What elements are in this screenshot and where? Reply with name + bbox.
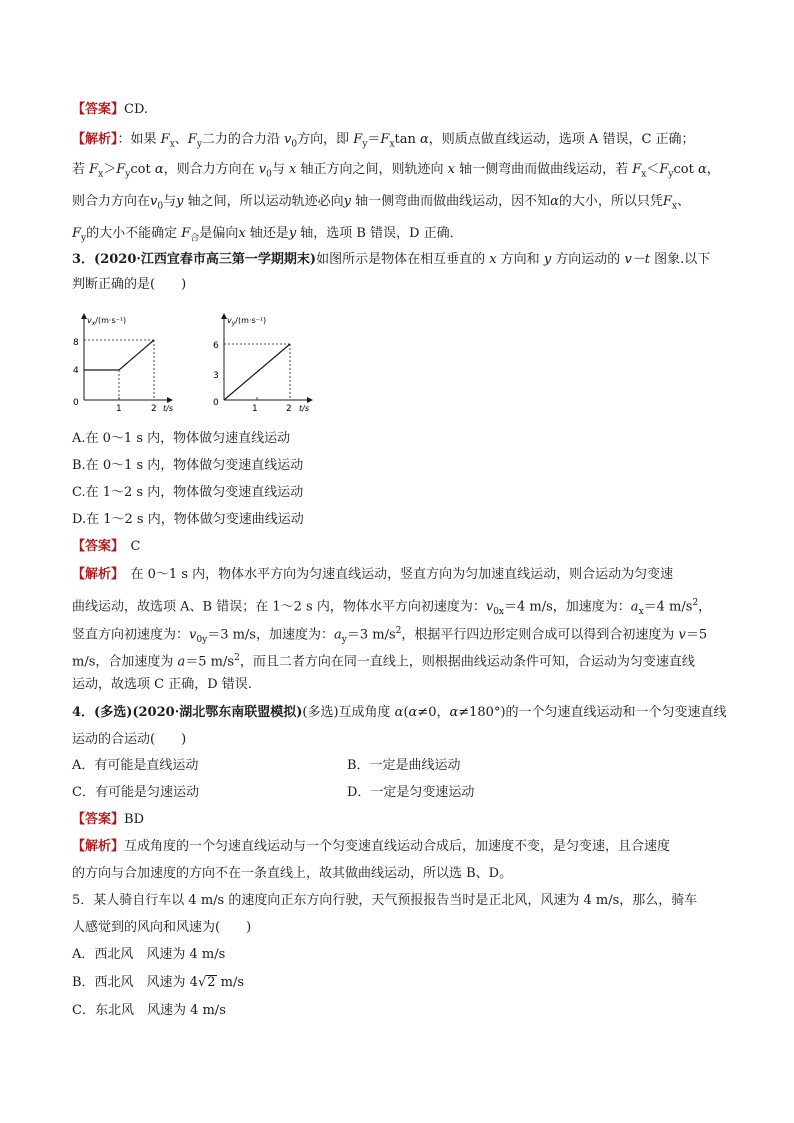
answer-value: C xyxy=(117,539,141,554)
text: y xyxy=(125,169,131,180)
analysis-line-1 xyxy=(72,566,673,584)
question-4-line-2: 运动的合运动( ) xyxy=(72,732,187,747)
text: ，而且二者方向在同一直线上，则根据曲线运动条件可知，合运动为匀变速直线 xyxy=(239,654,695,670)
text: 轴一侧弯曲而做曲线运动，若 xyxy=(454,162,633,177)
text: y xyxy=(543,252,552,267)
answer-line xyxy=(72,101,148,119)
option-c[interactable]: C．有可能是匀速运动 xyxy=(72,785,199,800)
question-3-line-2: 判断正确的是( ) xyxy=(72,277,187,292)
text: x xyxy=(489,252,497,267)
question-4-line-1 xyxy=(72,704,727,722)
text: x xyxy=(169,139,175,150)
text: α xyxy=(154,162,164,177)
text: x xyxy=(638,606,644,617)
text: ≠180°)的一个匀速直线运动和一个匀变速直线 xyxy=(458,705,727,720)
vy-t-graph xyxy=(210,310,325,419)
text: y xyxy=(288,226,297,241)
option-b[interactable] xyxy=(72,974,244,992)
text: a xyxy=(630,599,639,615)
answer-value: CD. xyxy=(124,102,149,117)
text: α xyxy=(697,162,707,177)
text: 0 xyxy=(266,169,272,180)
text: y xyxy=(362,139,368,150)
analysis-line-2: 的方向与合加速度的方向不在一条直线上，故其做曲线运动，所以选 B、D。 xyxy=(72,866,513,881)
question-5-line-1 xyxy=(72,892,697,910)
text: 轴之间，所以运动轨迹必向 xyxy=(183,194,344,209)
text: 2 xyxy=(692,598,699,608)
text: α xyxy=(408,705,418,720)
text: 合 xyxy=(190,233,200,244)
text: a xyxy=(177,654,186,670)
text: F xyxy=(89,162,99,177)
text: F xyxy=(632,162,642,177)
text: F xyxy=(160,132,170,147)
text: 2 xyxy=(234,653,240,663)
text: 的大小，所以只凭 xyxy=(558,194,663,209)
vx-t-graph-svg xyxy=(70,310,185,415)
text: 是偏向 xyxy=(199,226,239,241)
series-line xyxy=(84,340,154,370)
option-b[interactable]: B．一定是曲线运动 xyxy=(347,758,461,773)
text: 竖直方向初速度为： xyxy=(72,627,190,643)
option-b[interactable]: B.在 0～1 s 内，物体做匀变速直线运动 xyxy=(72,458,304,473)
text: a xyxy=(333,627,342,643)
text: y xyxy=(81,233,87,244)
text: F xyxy=(72,226,82,241)
text: y xyxy=(343,194,351,209)
text: 与 xyxy=(163,194,177,209)
text: F xyxy=(187,132,197,147)
y-tick-label: 0 xyxy=(73,398,79,408)
text: ≠0， xyxy=(417,705,450,720)
answer-line xyxy=(72,538,140,556)
text: 轴一侧弯曲而做曲线运动，因不知 xyxy=(350,194,551,209)
answer-line xyxy=(72,811,144,829)
analysis-line-4 xyxy=(72,649,695,671)
text: y xyxy=(341,634,347,645)
text: α xyxy=(449,705,459,720)
text: 0y xyxy=(196,634,208,645)
vx-t-graph xyxy=(70,310,185,419)
text: x xyxy=(671,201,678,212)
text: y xyxy=(196,139,202,150)
text: v xyxy=(150,194,158,209)
vy-t-graph-svg xyxy=(210,310,325,415)
text: v xyxy=(678,627,686,643)
text: α xyxy=(550,194,559,209)
analysis-tag: 【解析】 xyxy=(72,567,118,582)
question-5-line-2: 人感觉到的风向和风速为( ) xyxy=(72,920,252,935)
question-number: 5． xyxy=(72,893,94,908)
text: ＝4 m/s，加速度为： xyxy=(504,599,631,615)
text: 0x xyxy=(493,606,504,617)
answer-tag: 【答案】 xyxy=(72,102,125,117)
text: B．西北风 风速为 4 xyxy=(72,975,198,990)
text: 若 xyxy=(72,162,90,177)
option-a[interactable]: A.在 0～1 s 内，物体做匀速直线运动 xyxy=(72,431,291,446)
option-c[interactable]: C.在 1～2 s 内，物体做匀变速直线运动 xyxy=(72,485,304,500)
text: 方向，即 xyxy=(297,132,354,147)
text: (多选)互成角度 xyxy=(302,705,395,720)
question-tag: (多选) xyxy=(94,705,133,720)
text: v xyxy=(189,627,197,643)
question-3-line-1 xyxy=(72,251,710,269)
analysis-line-5: 运动，故选项 C 正确，D 错误. xyxy=(72,677,252,692)
sqrt-symbol: √ xyxy=(197,975,207,990)
text: cot xyxy=(130,162,155,177)
text: ＝3 m/s xyxy=(346,627,396,643)
text: 某人骑自行车以 4 m/s 的速度向正东方向行驶，天气预报报告当时是正北风，风速为 4 m/s，那么，骑车 xyxy=(93,893,698,908)
x-tick-label: 1 xyxy=(252,404,258,414)
text: α xyxy=(420,132,429,147)
text: 方向和 xyxy=(496,252,544,267)
text: x xyxy=(641,169,647,180)
text: ， xyxy=(698,599,712,615)
text: ＝5 m/s xyxy=(185,654,235,670)
analysis-line-2 xyxy=(72,161,720,184)
option-a[interactable]: A．有可能是直线运动 xyxy=(72,758,199,773)
x-tick-label: 1 xyxy=(116,404,122,414)
text: F xyxy=(662,194,672,209)
text: ＝4 m/s xyxy=(643,599,693,615)
text: 二力的合力沿 xyxy=(201,132,285,147)
text: 、 xyxy=(677,194,691,209)
analysis-line-4 xyxy=(72,225,463,248)
analysis-line-1 xyxy=(72,131,695,154)
text: F xyxy=(380,132,390,147)
text: 轴，选项 B 错误，D 正确． xyxy=(296,226,463,241)
sqrt-radicand: 2 xyxy=(207,975,216,990)
text: ，则合力方向在 xyxy=(163,162,259,177)
analysis-line-2 xyxy=(72,594,711,621)
text: 0 xyxy=(157,201,164,212)
text: F xyxy=(116,162,126,177)
y-tick-label: 0 xyxy=(213,398,219,408)
option-a[interactable]: A．西北风 风速为 4 m/s xyxy=(72,947,226,962)
text: 如图所示是物体在相互垂直的 xyxy=(316,252,490,267)
text: x xyxy=(98,169,104,180)
text: ＜ xyxy=(646,162,660,177)
text: x xyxy=(389,139,395,150)
question-source: (2020·江西宜春市高三第一学期期末) xyxy=(94,252,317,267)
text: y xyxy=(176,194,184,209)
text: m/s xyxy=(216,975,245,990)
x-axis-label: t/s xyxy=(163,404,173,413)
text: v xyxy=(485,599,494,615)
text: 则合力方向在 xyxy=(72,194,151,209)
text: 、 xyxy=(174,132,188,147)
text: x xyxy=(447,162,455,177)
text: 图象.以下 xyxy=(650,252,711,267)
y-tick-label: 8 xyxy=(73,338,79,348)
text: ， xyxy=(706,162,720,177)
analysis-line-1 xyxy=(72,838,670,856)
question-number: 3． xyxy=(72,252,95,267)
text: ( xyxy=(403,705,409,720)
text: 与 xyxy=(271,162,290,177)
text: v xyxy=(258,162,267,177)
analysis-line-3 xyxy=(72,622,707,649)
text: 的大小不能确定 xyxy=(86,226,182,241)
question-source: (2020·湖北鄂东南联盟模拟) xyxy=(132,705,303,720)
text: ＝5 xyxy=(685,627,708,643)
x-tick-label: 2 xyxy=(151,404,157,414)
text: 方向运动的 xyxy=(551,252,625,267)
text: 轴还是 xyxy=(245,226,289,241)
text: m/s，合加速度为 xyxy=(72,654,178,670)
text: 曲线运动，故选项 A、B 错误；在 1～2 s 内，物体水平方向初速度为： xyxy=(72,599,486,615)
question-number: 4． xyxy=(72,705,95,720)
answer-tag: 【答案】 xyxy=(72,812,125,827)
text: ：如果 xyxy=(117,132,161,147)
text: 2 xyxy=(395,626,402,636)
answer-value: BD xyxy=(124,812,144,827)
text: 互成角度的一个匀速直线运动与一个匀变速直线运动合成后，加速度不变，是匀变速，且合速度 xyxy=(124,839,671,854)
text: F xyxy=(659,162,669,177)
text: F xyxy=(181,226,191,241)
series-line xyxy=(224,344,290,400)
text: 轴正方向之间，则轨迹向 xyxy=(296,162,448,177)
text: α xyxy=(394,705,404,720)
analysis-tag: 【解析】 xyxy=(72,839,125,854)
text: cot xyxy=(673,162,698,177)
y-axis-label: $v_y/(m\cdot s^{-1})$ xyxy=(227,316,267,327)
text: x xyxy=(289,162,297,177)
text: ＝3 m/s，加速度为： xyxy=(207,627,334,643)
text: F xyxy=(353,132,363,147)
text: x xyxy=(238,226,246,241)
text: v－t xyxy=(624,252,651,267)
text: ＝ xyxy=(367,132,381,147)
option-c[interactable]: C．东北风 风速为 4 m/s xyxy=(72,1003,226,1018)
x-tick-label: 2 xyxy=(286,404,292,414)
y-tick-label: 4 xyxy=(73,366,79,376)
text: ，根据平行四边形定则合成可以得到合初速度为 xyxy=(401,627,679,643)
y-axis-label: $v_x/(m\cdot s^{-1})$ xyxy=(87,316,127,327)
text: y xyxy=(668,169,674,180)
text: ，则质点做直线运动，选项 A 错误，C 正确； xyxy=(428,132,695,147)
y-tick-label: 3 xyxy=(213,371,219,381)
text: 在 0～1 s 内，物体水平方向为匀速直线运动，竖直方向为匀加速直线运动，则合运动为匀变速 xyxy=(117,567,674,582)
y-tick-label: 6 xyxy=(213,341,219,351)
text: ＞ xyxy=(103,162,117,177)
text: 0 xyxy=(291,139,298,150)
option-d[interactable]: D．一定是匀变速运动 xyxy=(347,785,475,800)
analysis-line-3 xyxy=(72,193,690,216)
option-d[interactable]: D.在 1～2 s 内，物体做匀变速曲线运动 xyxy=(72,512,304,527)
x-axis-label: t/s xyxy=(299,404,309,413)
answer-tag: 【答案】 xyxy=(72,539,118,554)
text: v xyxy=(284,132,292,147)
text: tan xyxy=(394,132,421,147)
analysis-tag: 【解析】 xyxy=(72,132,118,147)
